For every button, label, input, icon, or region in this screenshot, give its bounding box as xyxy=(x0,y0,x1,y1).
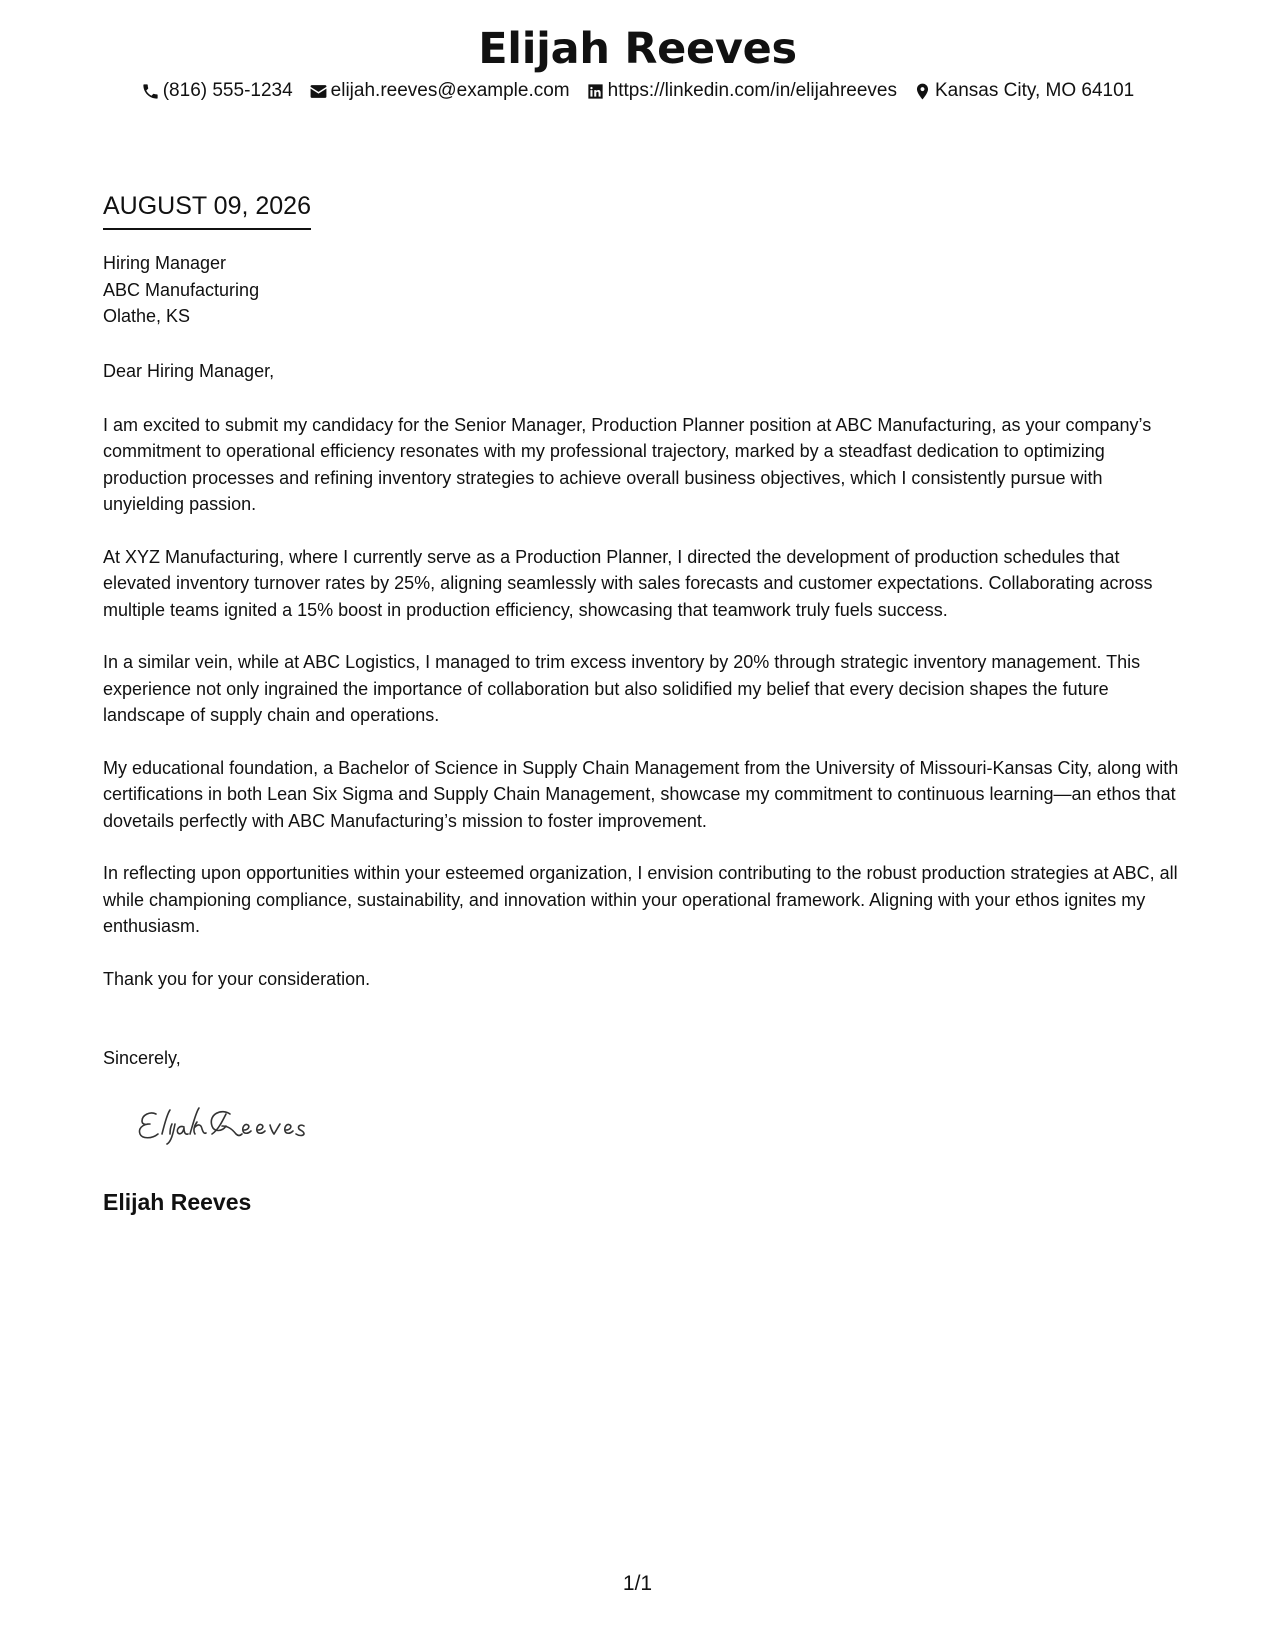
thanks-line: Thank you for your consideration. xyxy=(103,968,371,989)
letter-date: AUGUST 09, 2026 xyxy=(103,190,311,230)
applicant-name-heading: Elijah Reeves xyxy=(478,24,797,74)
envelope-icon xyxy=(309,82,328,101)
contact-location-text: Kansas City, MO 64101 xyxy=(935,80,1135,101)
closing-line: Sincerely, xyxy=(103,1048,181,1068)
body-paragraph: I am excited to submit my candidacy for the Senior Manager, Production Planner position at ABC Manufacturing, as your company’s commitment to operational efficiency resonates with my professional trajectory, marked by a steadfast dedication to optimizing production processes and refining inventory strategies to achieve overall business objectives, which I consistently pursue with unyielding passion. xyxy=(103,414,1152,514)
recipient-block xyxy=(103,250,259,330)
contact-email xyxy=(309,78,570,104)
contact-email-text: elijah.reeves@example.com xyxy=(330,80,570,101)
phone-icon xyxy=(141,82,160,101)
contact-info-row xyxy=(0,78,1275,104)
body-paragraph: My educational foundation, a Bachelor of Science in Supply Chain Management from the University of Missouri-Kansas City, along with certifications in both Lean Six Sigma and Supply Chain Management, showcase my commitment to continuous learning—an ethos that dovetails perfectly with ABC Manufacturing’s mission to foster improvement. xyxy=(103,757,1179,831)
contact-phone xyxy=(141,78,293,104)
recipient-company: ABC Manufacturing xyxy=(103,279,260,300)
map-marker-icon xyxy=(913,82,932,101)
body-paragraph: In reflecting upon opportunities within your esteemed organization, I envision contributing to the robust production strategies at ABC, all while championing compliance, sustainability, and innovation within your operational framework. Aligning with your ethos ignites my enthusiasm. xyxy=(103,863,1178,936)
salutation: Dear Hiring Manager, xyxy=(103,361,275,381)
linkedin-icon xyxy=(586,82,605,101)
recipient-location: Olathe, KS xyxy=(103,306,191,326)
page-number: 1/1 xyxy=(622,1572,653,1595)
contact-linkedin xyxy=(586,78,897,104)
handwritten-signature xyxy=(134,1100,334,1150)
body-paragraph: In a similar vein, while at ABC Logistics, I managed to trim excess inventory by 20% through strategic inventory management. This experience not only ingrained the importance of collaboration but also solidified my belief that every decision shapes the future landscape of supply chain and operations. xyxy=(103,652,1141,725)
body-paragraph: At XYZ Manufacturing, where I currently serve as a Production Planner, I directed the development of production schedules that elevated inventory turnover rates by 25%, aligning seamlessly with sales forecasts and customer expectations. Collaborating across multiple teams ignited a 15% boost in production efficiency, showcasing that teamwork truly fuels success. xyxy=(103,546,1153,620)
recipient-title: Hiring Manager xyxy=(103,253,227,273)
contact-linkedin-text: https://linkedin.com/in/elijahreeves xyxy=(607,80,897,101)
contact-phone-text: (816) 555-1234 xyxy=(162,80,293,101)
letter-body xyxy=(103,358,1183,1018)
contact-location xyxy=(913,78,1134,104)
signer-name: Elijah Reeves xyxy=(103,1189,252,1215)
